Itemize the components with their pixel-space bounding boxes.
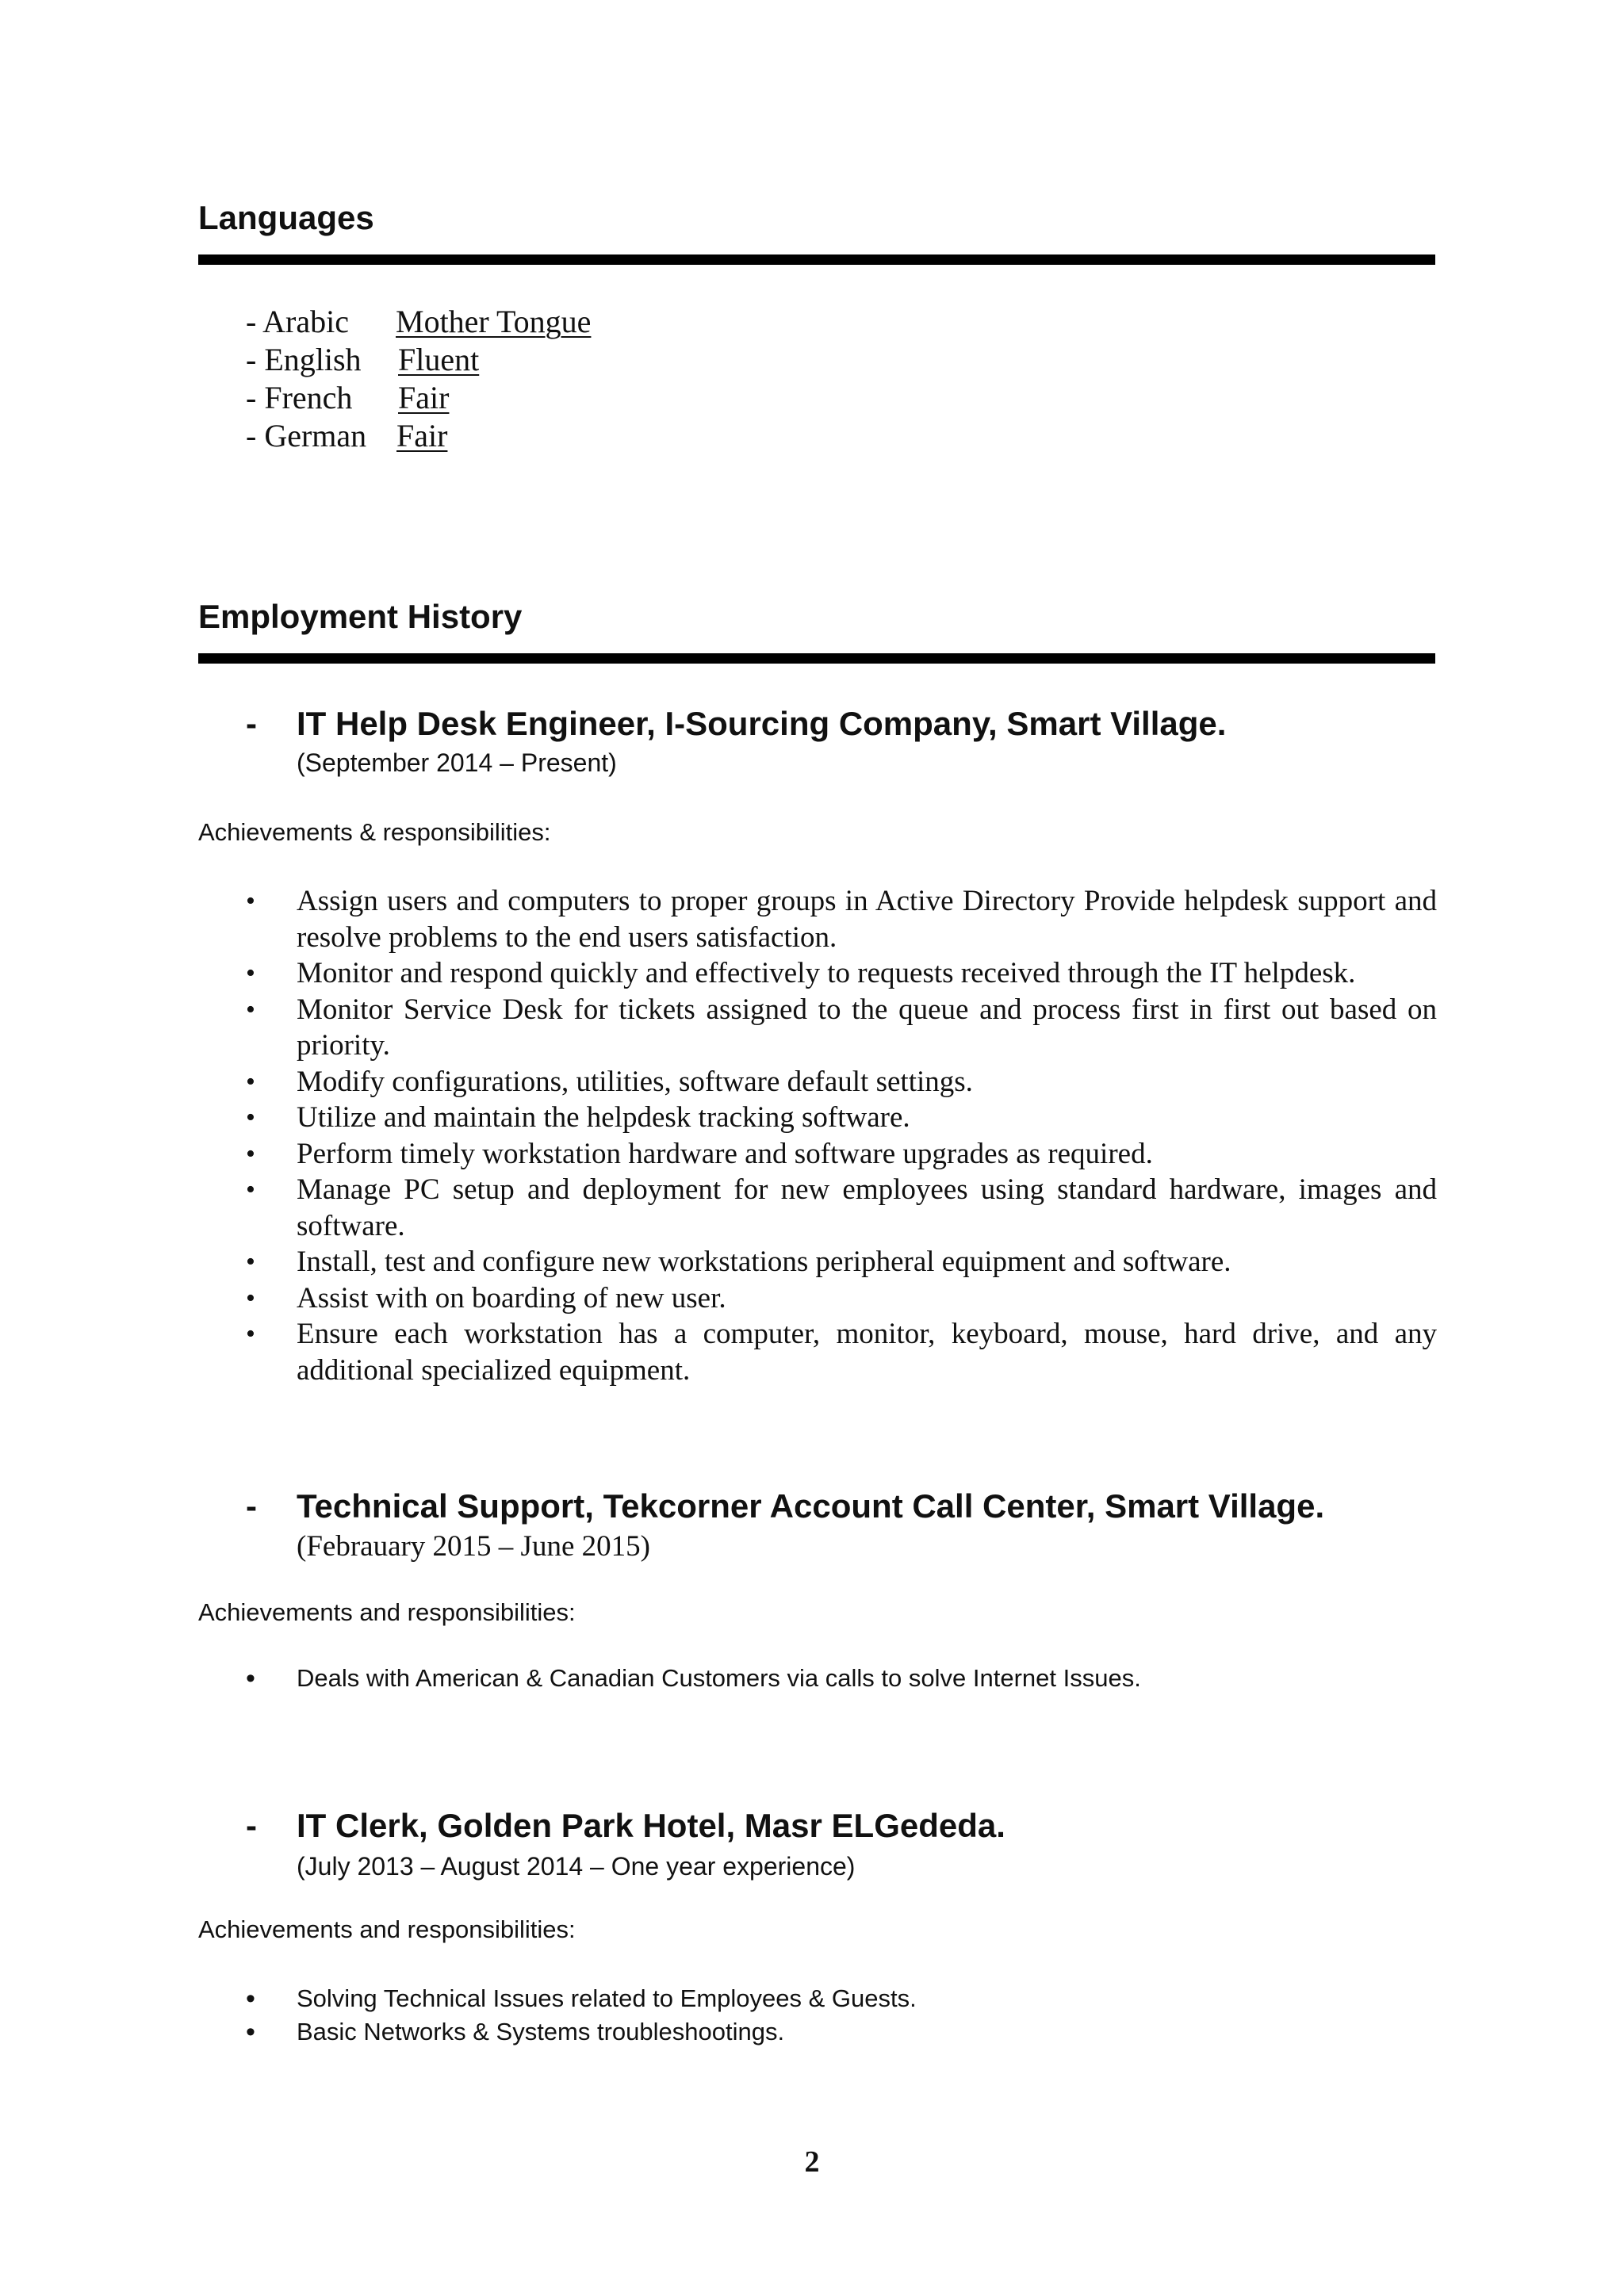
- list-item-text: Deals with American & Canadian Customers via calls to solve Internet Issues.: [297, 1664, 1141, 1692]
- list-item-text: Ensure each workstation has a computer, monitor, keyboard, mouse, hard drive, and any additional specialized equipment.: [297, 1318, 1437, 1387]
- employment-divider: [198, 653, 1435, 664]
- employment-history-heading: Employment History: [198, 598, 523, 635]
- list-item-text: Utilize and maintain the helpdesk tracking software.: [297, 1101, 910, 1134]
- language-name: - Arabic: [246, 304, 349, 339]
- language-level: Fluent: [398, 342, 480, 377]
- page-number: 2: [804, 2145, 820, 2179]
- job-heading: [246, 707, 1226, 740]
- job-dates: (September 2014 – Present): [297, 748, 617, 777]
- job-dash: -: [246, 1807, 257, 1844]
- language-level: Fair: [398, 380, 450, 415]
- list-item-text: Solving Technical Issues related to Employees & Guests.: [297, 1984, 917, 2012]
- list-item: [246, 1244, 1437, 1280]
- job-dash: -: [246, 1487, 257, 1525]
- bullet-icon: •: [246, 1103, 255, 1132]
- list-item: [246, 1100, 1437, 1136]
- job-heading: [246, 1487, 1325, 1525]
- list-item: [246, 1280, 1437, 1317]
- language-name: - German: [246, 418, 367, 453]
- language-item: [246, 303, 591, 341]
- list-item: [246, 955, 1437, 992]
- bullet-icon: •: [246, 1984, 255, 2014]
- list-item: [246, 1316, 1437, 1388]
- list-item-text: Modify configurations, utilities, software default settings.: [297, 1065, 973, 1098]
- job-title: Technical Support, Tekcorner Account Call Center, Smart Village.: [297, 1487, 1325, 1525]
- bullet-icon: •: [246, 1319, 255, 1349]
- list-item-text: Assign users and computers to proper groups in Active Directory Provide helpdesk support and resolve problems to the end users satisfaction.: [297, 885, 1437, 954]
- list-item-text: Monitor and respond quickly and effectively to requests received through the IT helpdesk.: [297, 957, 1356, 989]
- language-name: - French: [246, 380, 353, 415]
- language-item: [246, 417, 591, 455]
- list-item: [246, 1064, 1437, 1100]
- list-item-text: Assist with on boarding of new user.: [297, 1281, 726, 1314]
- job-dates: (July 2013 – August 2014 – One year experience): [297, 1852, 856, 1881]
- job-dash: -: [246, 705, 257, 742]
- job-responsibilities-list: [246, 883, 1437, 1388]
- list-item: [246, 1136, 1437, 1173]
- bullet-icon: •: [246, 1247, 255, 1276]
- job-heading: [246, 1809, 1005, 1843]
- list-item-text: Manage PC setup and deployment for new employees using standard hardware, images and software.: [297, 1173, 1437, 1242]
- list-item: [246, 2015, 1437, 2049]
- language-item: [246, 341, 591, 379]
- list-item: [246, 1982, 1437, 2015]
- languages-list: [246, 303, 591, 455]
- bullet-icon: •: [246, 959, 255, 988]
- job-responsibilities-list: [246, 1662, 1437, 1695]
- job-title: IT Help Desk Engineer, I-Sourcing Company, Smart Village.: [297, 705, 1227, 742]
- language-name: - English: [246, 342, 362, 377]
- bullet-icon: •: [246, 1175, 255, 1204]
- language-level: Mother Tongue: [396, 304, 592, 339]
- list-item: [246, 883, 1437, 955]
- achievements-label: Achievements and responsibilities:: [198, 1598, 576, 1626]
- list-item-text: Install, test and configure new workstations peripheral equipment and software.: [297, 1246, 1231, 1278]
- list-item-text: Perform timely workstation hardware and software upgrades as required.: [297, 1137, 1153, 1170]
- job-responsibilities-list: [246, 1982, 1437, 2049]
- language-level: Fair: [396, 418, 448, 453]
- list-item: [246, 1662, 1437, 1695]
- list-item-text: Basic Networks & Systems troubleshootings.: [297, 2018, 785, 2045]
- language-item: [246, 379, 591, 417]
- bullet-icon: •: [246, 2017, 255, 2047]
- list-item-text: Monitor Service Desk for tickets assigned to the queue and process first in first out based on priority.: [297, 993, 1437, 1062]
- achievements-label: Achievements & responsibilities:: [198, 818, 551, 846]
- achievements-label: Achievements and responsibilities:: [198, 1915, 576, 1943]
- bullet-icon: •: [246, 886, 255, 916]
- list-item: [246, 992, 1437, 1064]
- bullet-icon: •: [246, 1663, 255, 1693]
- bullet-icon: •: [246, 1283, 255, 1313]
- bullet-icon: •: [246, 994, 255, 1024]
- bullet-icon: •: [246, 1138, 255, 1169]
- job-title: IT Clerk, Golden Park Hotel, Masr ELGededa.: [297, 1807, 1005, 1844]
- list-item: [246, 1172, 1437, 1244]
- languages-divider: [198, 254, 1435, 265]
- bullet-icon: •: [246, 1066, 255, 1096]
- job-dates: (Febrauary 2015 – June 2015): [297, 1530, 650, 1563]
- languages-heading: Languages: [198, 199, 374, 236]
